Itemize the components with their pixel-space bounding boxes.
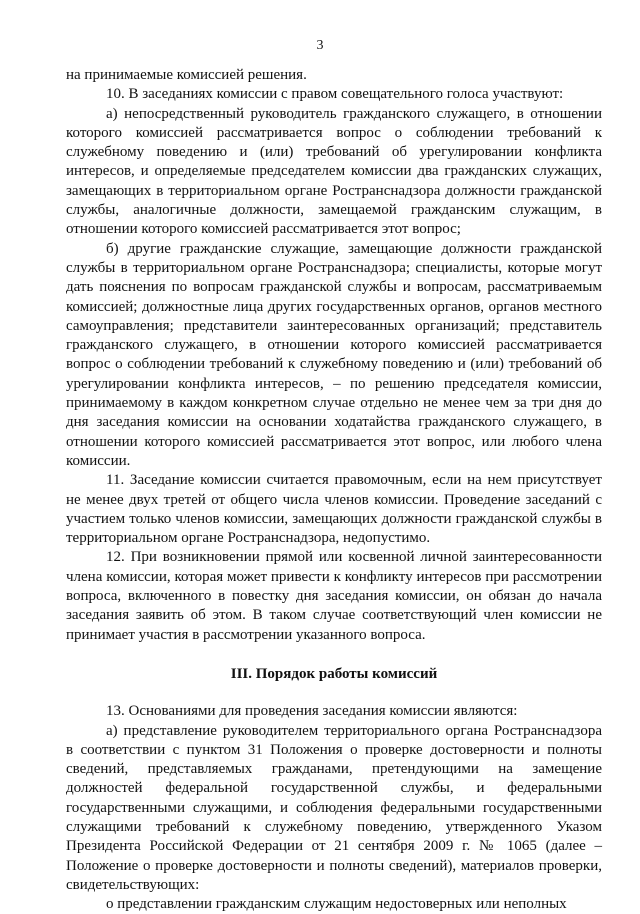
paragraph-10b: б) другие гражданские служащие, замещающие должности гражданской службы в территориальном органе Ространснадзора; специалисты, которые могут дать пояснения по вопросам гражданской службы и вопросам, рассматриваемым комиссией; должностные лица других государственных органов, органов местного самоуправления; представители заинтересованных организаций; представитель гражданского служащего, в отношении которого комиссией рассматривается вопрос о соблюдении требований к служебному поведению и (или) требований об урегулировании конфликта интересов, – по решению председателя комиссии, принимаемому в каждом конкретном случае отдельно не менее чем за три дня до дня заседания комиссии на основании ходатайства гражданского служащего, в отношении которого комиссией рассматривается этот вопрос, или любого члена комиссии. (66, 240, 602, 469)
paragraph-12: 12. При возникновении прямой или косвенной личной заинтересованности члена комиссии, которая может привести к конфликту интересов при рассмотрении вопроса, включенного в повестку дня заседания комиссии, он обязан до начала заседания заявить об этом. В таком случае соответствующий член комиссии не принимает участия в рассмотрении указанного вопроса. (66, 549, 602, 643)
paragraph-continuation: на принимаемые комиссией решения. (66, 67, 307, 83)
paragraph-10: 10. В заседаниях комиссии с правом совещательного голоса участвуют: (106, 86, 564, 103)
document-body (66, 66, 602, 914)
paragraph-11: 11. Заседание комиссии считается правомочным, если на нем присутствует не менее двух третей от общего числа членов комиссии. Проведение заседаний с участием только членов комиссии, замещающих должности гражданской службы в территориальном органе Ространснадзора, недопустимо. (66, 472, 602, 547)
paragraph-13a: а) представление руководителем территориального органа Ространснадзора в соответствии с пунктом 31 Положения о проверке достоверности и полноты сведений, представляемых гражданами, претендующими на замещение должностей федеральной государственной службы, и федеральными государственными служащими, и соблюдения федеральными государственными служащими требований к служебному поведению, утвержденного Указом Президента Российской Федерации от 21 сентября 2009 г. № 1065 (далее – Положение о проверке достоверности и полноты сведений), материалов проверки, свидетельствующих: (66, 722, 602, 893)
paragraph-13a-item: о представлении гражданским служащим недостоверных или неполных (106, 896, 567, 913)
paragraph-10a: а) непосредственный руководитель гражданского служащего, в отношении которого комиссией рассматривается вопрос о соблюдении требований к служебному поведению и (или) требований об урегулировании конфликта интересов, и определяемые председателем комиссии два гражданских служащих, замещающих в территориальном органе Ространснадзора должности гражданской службы, аналогичные должности, замещаемой гражданским служащим, в отношении которого комиссией рассматривается этот вопрос; (66, 105, 602, 238)
page-number: 3 (316, 38, 324, 53)
section-heading: III. Порядок работы комиссий (230, 665, 438, 682)
paragraph-13: 13. Основаниями для проведения заседания комиссии являются: (106, 703, 518, 720)
